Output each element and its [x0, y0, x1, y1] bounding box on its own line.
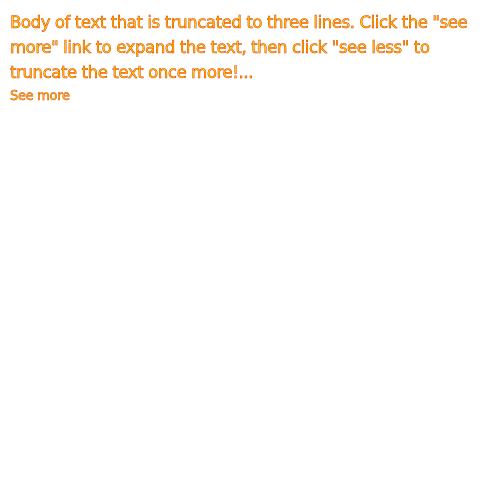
truncated-body-text: Body of text that is truncated to three lines. Click the "see more" link to expand the text, then click "see less" to truncate the text once more!... [10, 13, 468, 82]
see-more-link[interactable]: See more [10, 89, 70, 104]
truncated-text-container [10, 10, 494, 106]
